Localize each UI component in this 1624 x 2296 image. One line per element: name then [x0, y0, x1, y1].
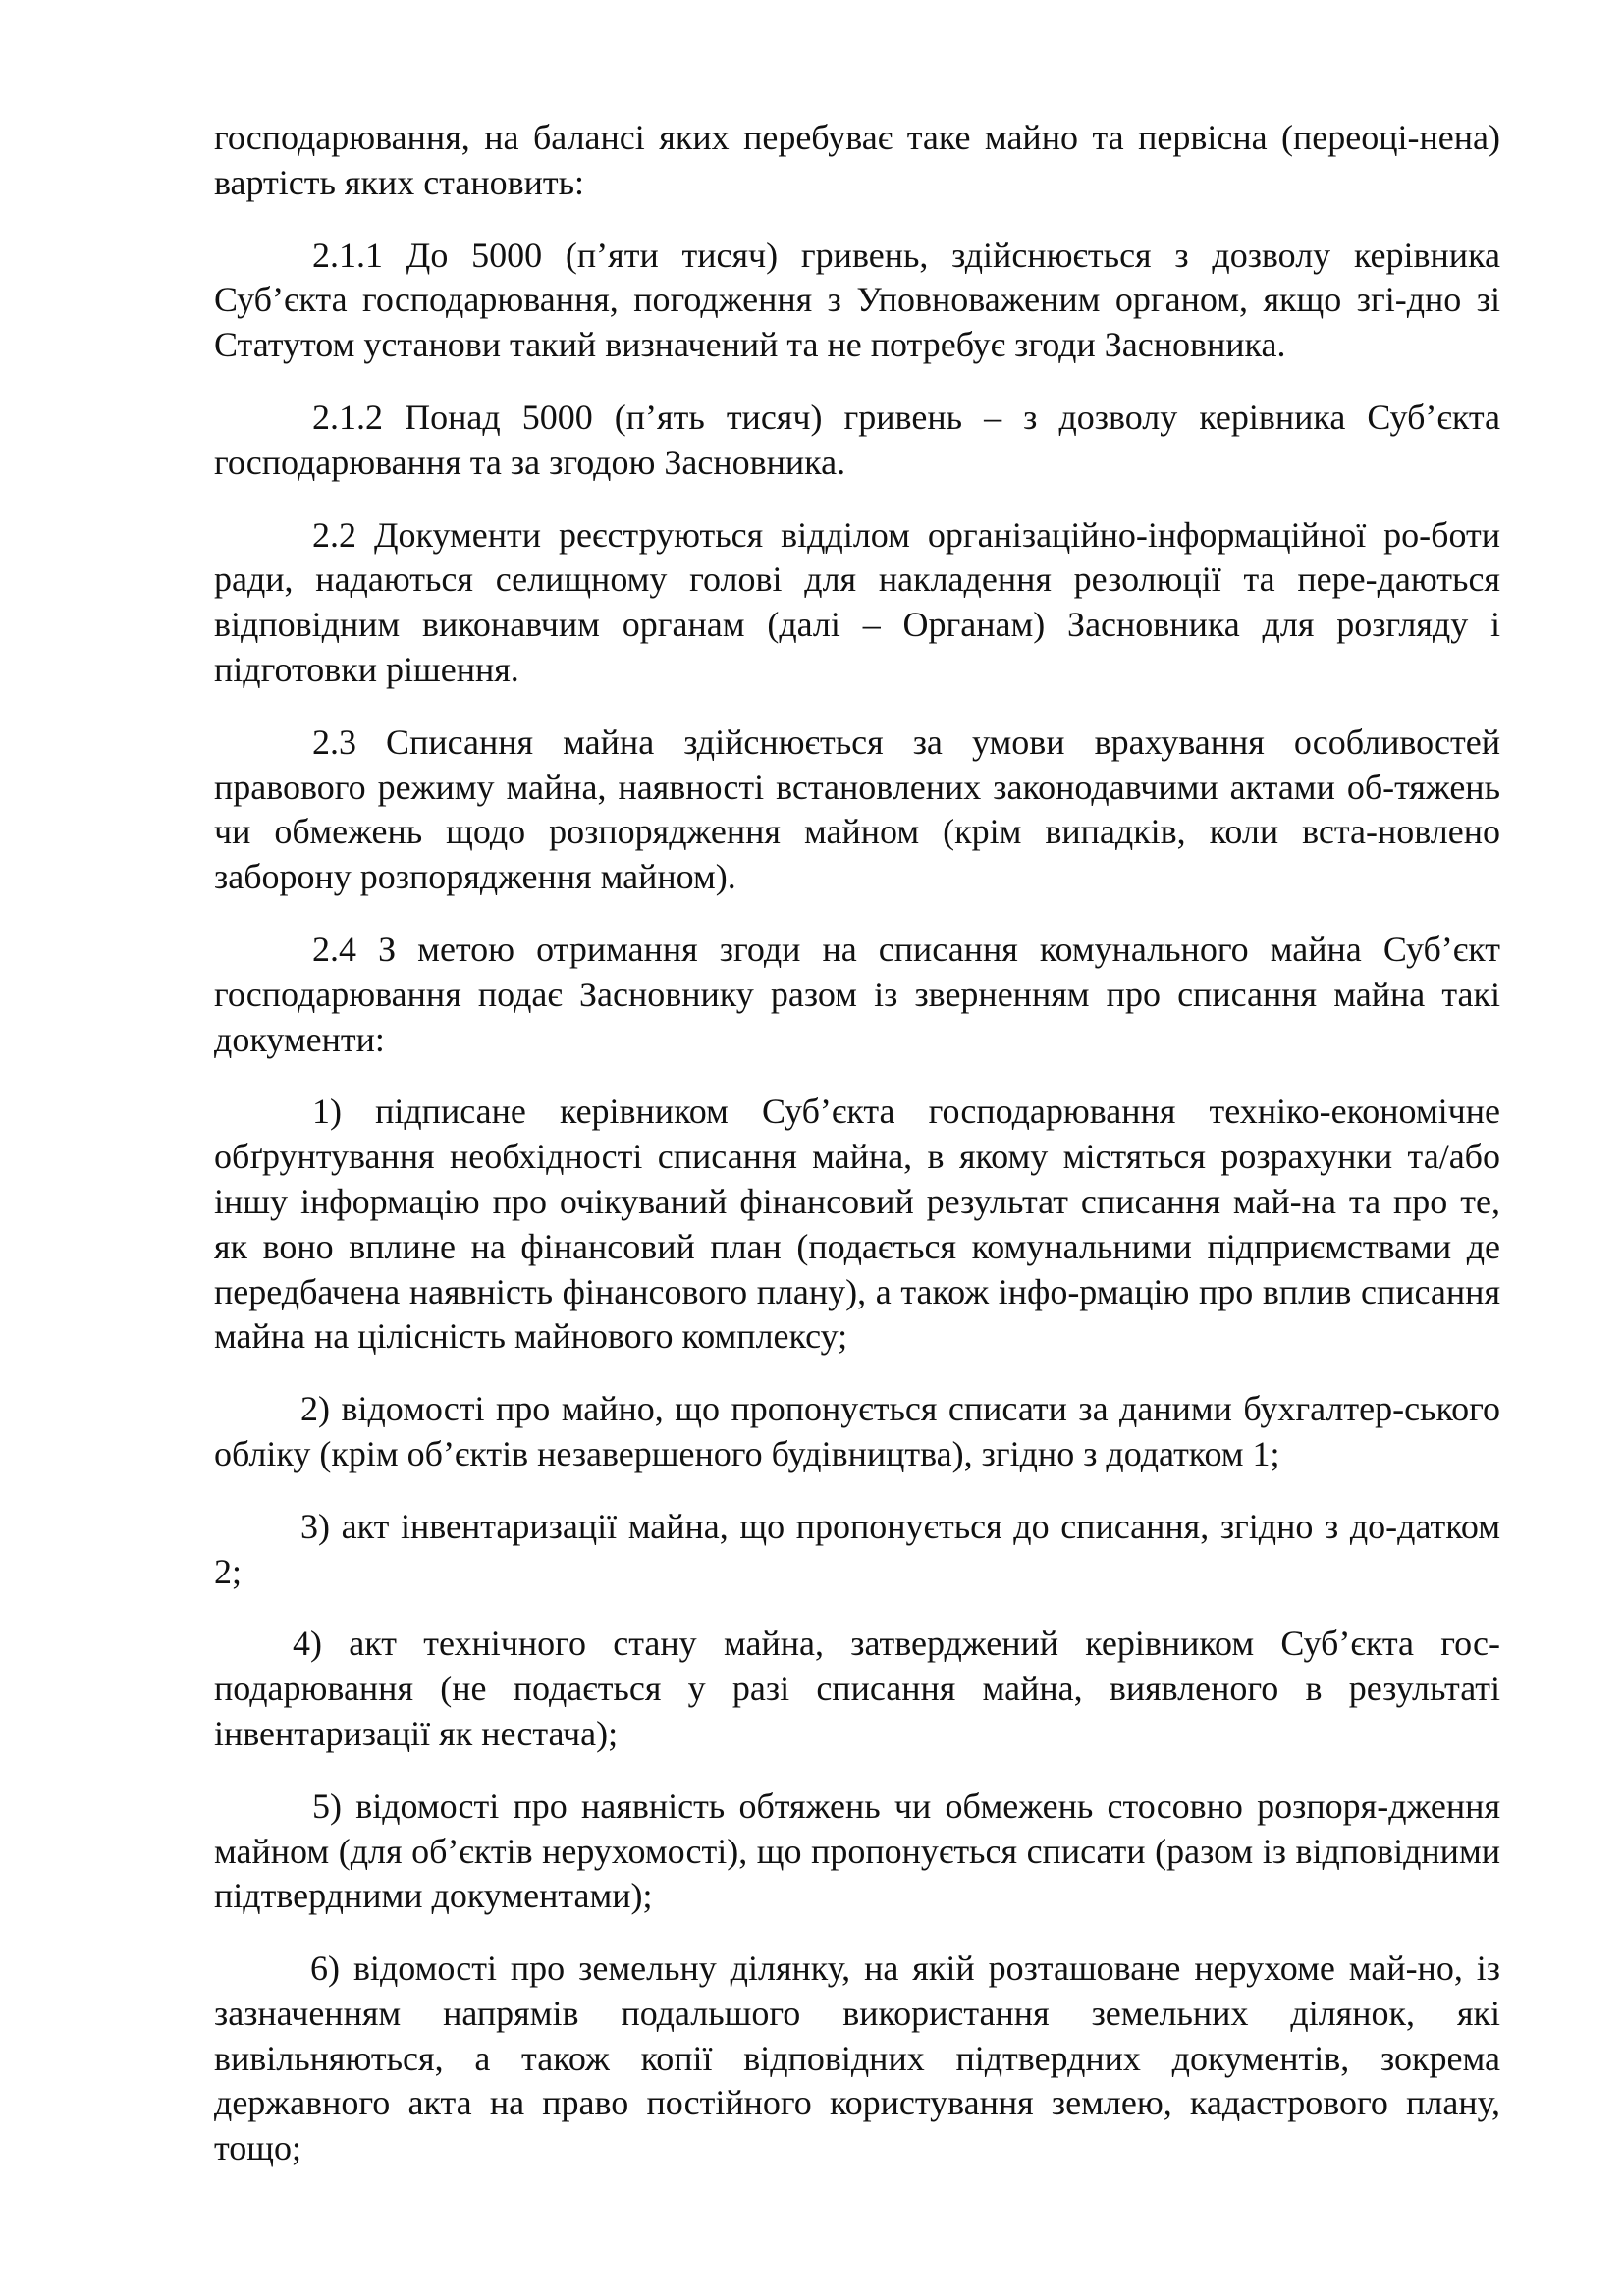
paragraph-2-3: 2.3 Списання майна здійснюється за умови врахування особливостей правового режиму майна, наявності встановлених законодавчими актами об-тяжень чи обмежень щодо розпорядження майном (крім випадків, коли вста-новлено заборону розпорядження майном). — [214, 721, 1500, 897]
paragraph-2-4: 2.4 З метою отримання згоди на списання комунального майна Суб’єкт господарювання подає Засновнику разом із зверненням про списання майна такі документи: — [214, 929, 1500, 1059]
paragraph-2-1-1: 2.1.1 До 5000 (п’яти тисяч) гривень, здійснюється з дозволу керівника Суб’єкта господарювання, погодження з Уповноваженим органом, якщо згі-дно зі Статутом установи такий визначений та не потребує згоди Засновника. — [214, 235, 1500, 365]
list-item-6: 6) відомості про земельну ділянку, на якій розташоване нерухоме май-но, із зазначенням напрямів подальшого використання земельних ділянок, які вивільняються, а також копії відповідних підтвердних документів, зокрема державного акта на право постійного користування землею, кадастрового плану, тощо; — [214, 1949, 1500, 2168]
paragraph-2-1-2: 2.1.2 Понад 5000 (п’ять тисяч) гривень – з дозволу керівника Суб’єкта господарювання та за згодою Засновника. — [214, 397, 1500, 482]
paragraph-continuation: господарювання, на балансі яких перебуває таке майно та первісна (переоці-нена) вартість яких становить: — [214, 118, 1500, 202]
list-item-5: 5) відомості про наявність обтяжень чи обмежень стосовно розпоря-дження майном (для об’єктів нерухомості), що пропонується списати (разом із відповідними підтвердними документами); — [214, 1786, 1500, 1916]
list-item-3: 3) акт інвентаризації майна, що пропонується до списання, згідно з до-датком 2; — [214, 1506, 1500, 1591]
list-item-1: 1) підписане керівником Суб’єкта господарювання техніко-економічне обґрунтування необхідності списання майна, в якому містяться розрахунки та/або іншу інформацію про очікуваний фінансовий результат списання май-на та про те, як воно вплине на фінансовий план (подається комунальними підприємствами де передбачена наявність фінансового плану), а також інфо-рмацію про вплив списання майна на цілісність майнового комплексу; — [214, 1092, 1500, 1357]
document-page — [214, 116, 1500, 2199]
paragraph-2-2: 2.2 Документи реєструються відділом організаційно-інформаційної ро-боти ради, надаються селищному голові для накладення резолюції та пере-даються відповідним виконавчим органам (далі – Органам) Засновника для розгляду і підготовки рішення. — [214, 514, 1500, 689]
list-item-2: 2) відомості про майно, що пропонується списати за даними бухгалтер-ського обліку (крім об’єктів незавершеного будівництва), згідно з додатком 1; — [214, 1389, 1500, 1473]
list-item-4: 4) акт технічного стану майна, затверджений керівником Суб’єкта гос-подарювання (не подається у разі списання майна, виявленого в результаті інвентаризації як нестача); — [214, 1624, 1500, 1753]
